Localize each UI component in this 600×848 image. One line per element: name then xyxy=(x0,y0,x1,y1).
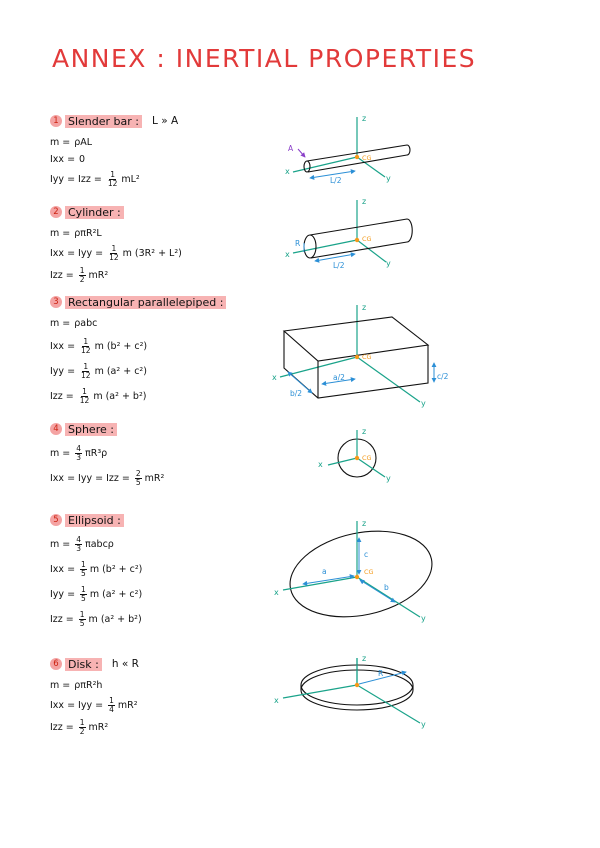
fraction: $\frac{2}{5}$ xyxy=(135,469,141,487)
box-top xyxy=(284,317,428,361)
section-name: Ellipsoid : xyxy=(65,514,124,527)
section-name: Slender bar : xyxy=(65,115,142,128)
x-label: x xyxy=(285,250,290,259)
diagram-parallelepiped xyxy=(272,303,449,408)
y-label: y xyxy=(421,720,426,729)
y-label: y xyxy=(421,614,426,623)
b-label: b xyxy=(384,583,389,592)
formula-ixx: Ixx = 0 xyxy=(50,154,86,165)
section-number: 1 xyxy=(50,115,62,127)
x-label: x xyxy=(318,460,323,469)
cg-point xyxy=(355,238,359,242)
half-length-label: L/2 xyxy=(333,261,345,270)
cg-point xyxy=(355,575,359,579)
fraction: $\frac{1}{2}$ xyxy=(79,718,85,736)
formula-mass: m = $\frac{4}{3}$ πabcρ xyxy=(50,535,114,553)
y-label: y xyxy=(386,474,391,483)
x-axis xyxy=(293,240,357,253)
formula-iyy: Iyy = $\frac{1}{12}$ m (a² + c²) xyxy=(50,362,147,380)
y-axis xyxy=(357,240,386,262)
formula-izz: Izz = $\frac{1}{2}$ mR² xyxy=(50,266,109,284)
diagram-sphere xyxy=(318,427,391,483)
fraction: $\frac{1}{5}$ xyxy=(81,560,86,578)
half-length-label: L/2 xyxy=(330,176,342,185)
cg-label: CG xyxy=(362,235,372,243)
half-length-dim xyxy=(315,254,355,261)
y-label: y xyxy=(386,259,391,268)
x-label: x xyxy=(274,588,279,597)
formula-mass: m = ρπR²L xyxy=(50,228,102,239)
z-label: z xyxy=(362,303,367,312)
fraction: $\frac{1}{2}$ xyxy=(79,266,85,284)
cg-label: CG xyxy=(362,154,372,162)
section-number: 3 xyxy=(50,296,62,308)
cg-point xyxy=(355,456,359,460)
formula-mass: m = ρAL xyxy=(50,137,93,148)
fraction: $\frac{1}{12}$ xyxy=(107,170,118,188)
x-label: x xyxy=(274,696,279,705)
formula-izz: Izz = $\frac{1}{12}$ m (a² + b²) xyxy=(50,387,147,405)
fraction: $\frac{1}{12}$ xyxy=(81,337,91,355)
x-label: x xyxy=(272,373,277,382)
fraction: $\frac{4}{3}$ xyxy=(76,444,82,462)
cylinder-end xyxy=(304,235,316,258)
section-name: Sphere : xyxy=(65,423,117,436)
a-label: a xyxy=(322,567,327,576)
fraction: $\frac{1}{12}$ xyxy=(109,244,119,262)
cg-label: CG xyxy=(362,353,372,361)
diagram-ellipsoid xyxy=(274,519,440,629)
z-label: z xyxy=(362,654,367,663)
z-label: z xyxy=(362,197,367,206)
radius-label: R xyxy=(295,239,301,248)
x-axis xyxy=(283,685,357,698)
formula-mass: m = ρabc xyxy=(50,318,98,329)
z-label: z xyxy=(362,427,367,436)
section-number: 5 xyxy=(50,514,62,526)
formula-inertia: Ixx = Iyy = Izz = $\frac{2}{5}$ mR² xyxy=(50,469,165,487)
formula-izz: Izz = $\frac{1}{2}$ mR² xyxy=(50,718,109,736)
x-label: x xyxy=(285,167,290,176)
c-label: c xyxy=(364,550,369,559)
formula-iyy-izz: Iyy = Izz = $\frac{1}{12}$ mL² xyxy=(50,170,140,188)
formula-ixx-iyy: Ixx = Iyy = $\frac{1}{4}$ mR² xyxy=(50,696,138,714)
fraction: $\frac{1}{5}$ xyxy=(79,610,85,628)
formula-mass: m = $\frac{4}{3}$ πR³ρ xyxy=(50,444,108,462)
z-label: z xyxy=(362,114,367,123)
section-name: Rectangular parallelepiped : xyxy=(65,296,226,309)
x-axis xyxy=(293,157,357,172)
y-label: y xyxy=(386,174,391,183)
fraction: $\frac{1}{5}$ xyxy=(81,585,86,603)
diagram-slender-bar xyxy=(285,114,410,185)
b-label: b/2 xyxy=(290,389,303,398)
section-name: Disk : xyxy=(65,658,102,671)
y-label: y xyxy=(421,399,426,408)
cg-point xyxy=(355,155,359,159)
formula-ixx: Ixx = $\frac{1}{5}$ m (b² + c²) xyxy=(50,560,143,578)
fraction: $\frac{1}{12}$ xyxy=(79,387,90,405)
bar-end xyxy=(304,161,310,172)
cg-label: CG xyxy=(364,568,374,576)
y-axis xyxy=(357,357,420,402)
ellipsoid-shape xyxy=(282,519,440,629)
b-dim xyxy=(360,580,395,602)
diagram-disk xyxy=(274,654,426,729)
x-axis xyxy=(328,458,357,465)
formula-izz: Izz = $\frac{1}{5}$ m (a² + b²) xyxy=(50,610,142,628)
formula-mass: m = ρπR²h xyxy=(50,680,103,691)
radius-label: R xyxy=(378,669,384,678)
formula-ixx-iyy: Ixx = Iyy = $\frac{1}{12}$ m (3R² + L²) xyxy=(50,244,182,262)
section-number: 4 xyxy=(50,423,62,435)
a-label: a/2 xyxy=(333,373,345,382)
c-label: c/2 xyxy=(437,372,449,381)
z-label: z xyxy=(362,519,367,528)
cg-point xyxy=(355,355,359,359)
a-dim xyxy=(303,576,354,584)
formula-iyy: Iyy = $\frac{1}{5}$ m (a² + c²) xyxy=(50,585,143,603)
cg-point xyxy=(355,683,359,687)
section-number: 6 xyxy=(50,658,62,670)
cg-label: CG xyxy=(362,454,372,462)
diagram-cylinder xyxy=(285,197,412,270)
section-name: Cylinder : xyxy=(65,206,124,219)
section-condition: L » A xyxy=(152,115,179,127)
section-condition: h « R xyxy=(111,658,139,670)
fraction: $\frac{4}{3}$ xyxy=(76,535,82,553)
section-number: 2 xyxy=(50,206,62,218)
area-arrow xyxy=(298,149,305,157)
x-axis xyxy=(283,577,357,590)
formula-ixx: Ixx = $\frac{1}{12}$ m (b² + c²) xyxy=(50,337,148,355)
fraction: $\frac{1}{4}$ xyxy=(109,696,114,714)
fraction: $\frac{1}{12}$ xyxy=(81,362,91,380)
page-title: ANNEX : INERTIAL PROPERTIES xyxy=(52,44,477,73)
area-label: A xyxy=(288,144,294,153)
